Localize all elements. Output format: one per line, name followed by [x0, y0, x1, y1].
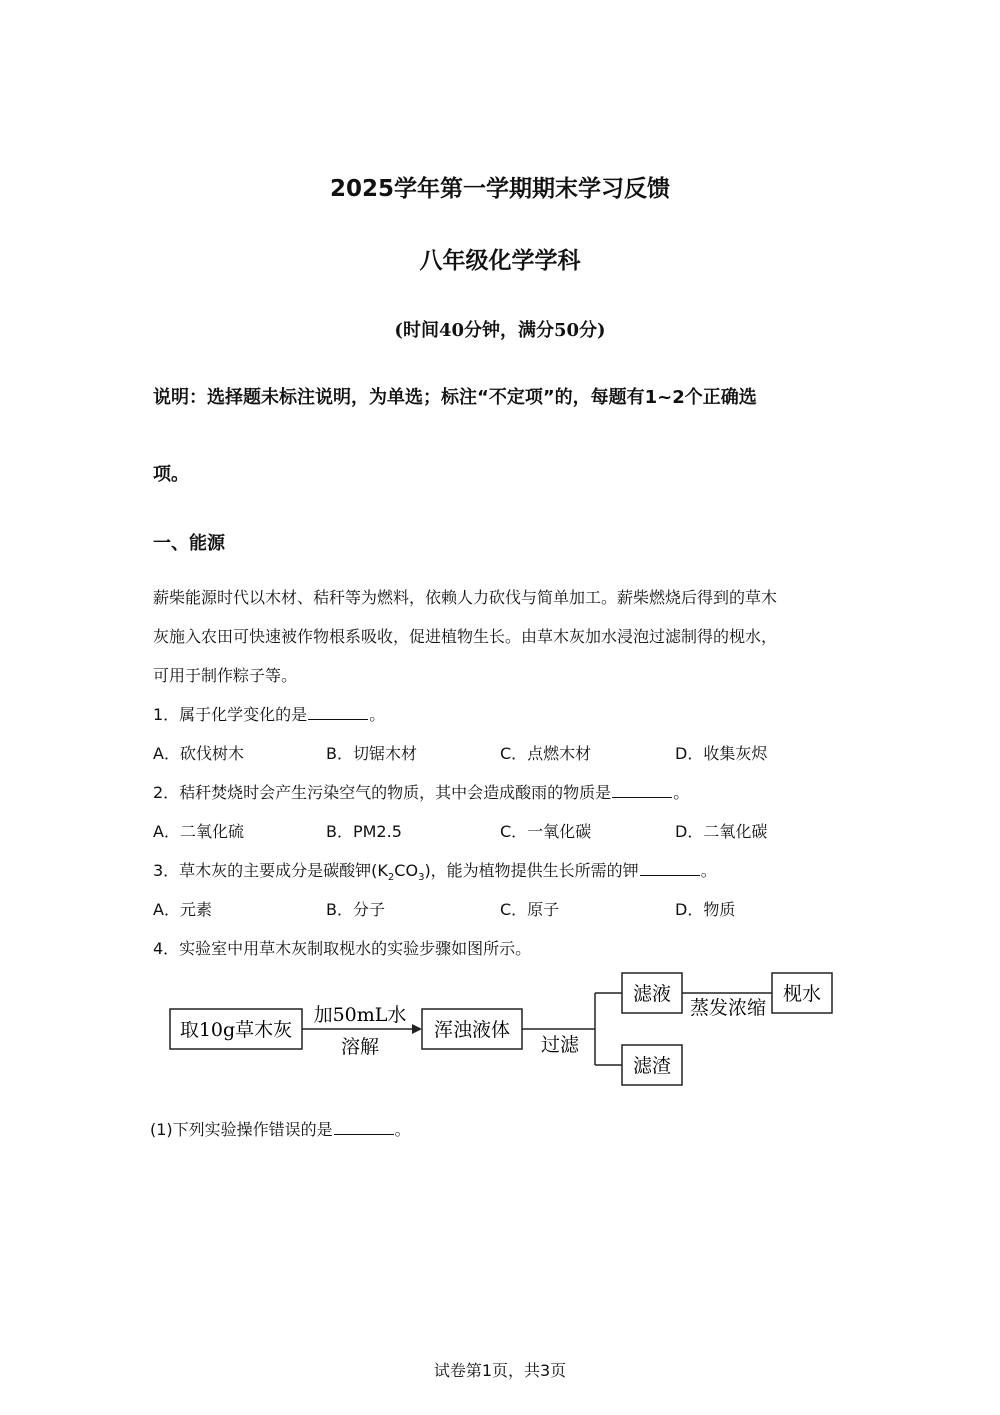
- answer-blank[interactable]: [612, 783, 672, 798]
- box-filtrate-label: 滤液: [632, 983, 672, 1005]
- branch-label: 过滤: [540, 1034, 580, 1056]
- intro-line-1: 薪柴能源时代以木材、秸秆等为燃料，依赖人力砍伐与简单加工。薪柴燃烧后得到的草木: [153, 588, 778, 607]
- question-stem: )，能为植物提供生长所需的钾: [424, 861, 639, 880]
- evap-label: 蒸发浓缩: [689, 997, 767, 1019]
- question-end: 。: [673, 783, 690, 802]
- sub-question-stem: (1)下列实验操作错误的是: [150, 1120, 333, 1139]
- instructions-line-1: 说明：选择题未标注说明，为单选；标注“不定项”的，每题有1~2个正确选: [153, 387, 757, 408]
- option-d[interactable]: D．物质: [675, 900, 736, 919]
- page-footer: 试卷第1页，共3页: [433, 1361, 567, 1380]
- box-start-label: 取10g草木灰: [179, 1019, 293, 1041]
- option-c[interactable]: C．点燃木材: [500, 744, 592, 763]
- question-1: [153, 702, 385, 725]
- box-product-label: 枧水: [782, 983, 822, 1005]
- process-flow-diagram: [160, 965, 840, 1095]
- arrow-top-label: 加50mL水: [313, 1004, 407, 1026]
- question-stem: 1．属于化学变化的是: [153, 705, 308, 724]
- question-end: 。: [369, 705, 386, 724]
- sub-question-end: 。: [394, 1120, 411, 1139]
- answer-blank[interactable]: [308, 705, 368, 720]
- arrow-head: [412, 1024, 422, 1034]
- instructions-line-2: 项。: [153, 464, 189, 485]
- box-residue-label: 滤渣: [632, 1055, 672, 1077]
- option-a[interactable]: A．二氧化硫: [153, 822, 244, 841]
- page-title: 2025学年第一学期期末学习反馈: [329, 176, 670, 202]
- option-d[interactable]: D．收集灰烬: [675, 744, 768, 763]
- arrow-bottom-label: 溶解: [340, 1036, 380, 1058]
- option-a[interactable]: A．元素: [153, 900, 212, 919]
- question-end: 。: [700, 861, 717, 880]
- sub-question-1: [150, 1117, 411, 1140]
- intro-line-3: 可用于制作粽子等。: [153, 666, 298, 685]
- option-b[interactable]: B．PM2.5: [326, 822, 402, 841]
- option-c[interactable]: C．一氧化碳: [500, 822, 592, 841]
- answer-blank[interactable]: [334, 1120, 394, 1135]
- subject-title: 八年级化学学科: [419, 248, 581, 274]
- question-stem: CO: [394, 861, 419, 880]
- section-heading: 一、能源: [153, 533, 225, 554]
- subscript: 3: [418, 872, 425, 884]
- box-mid-label: 浑浊液体: [433, 1019, 511, 1041]
- question-4: 4．实验室中用草木灰制取枧水的实验步骤如图所示。: [153, 939, 532, 958]
- question-stem: 2．秸秆焚烧时会产生污染空气的物质，其中会造成酸雨的物质是: [153, 783, 612, 802]
- question-2: [153, 780, 689, 803]
- answer-blank[interactable]: [640, 861, 700, 876]
- option-b[interactable]: B．分子: [326, 900, 385, 919]
- option-c[interactable]: C．原子: [500, 900, 560, 919]
- option-d[interactable]: D．二氧化碳: [675, 822, 768, 841]
- option-a[interactable]: A．砍伐树木: [153, 744, 244, 763]
- subscript: 2: [387, 872, 395, 884]
- question-3: [153, 858, 717, 883]
- question-stem: 3．草木灰的主要成分是碳酸钾(K: [153, 861, 388, 880]
- time-note: (时间40分钟，满分50分): [394, 320, 606, 341]
- option-b[interactable]: B．切锯木材: [326, 744, 417, 763]
- intro-line-2: 灰施入农田可快速被作物根系吸收，促进植物生长。由草木灰加水浸泡过滤制得的枧水，: [153, 627, 778, 646]
